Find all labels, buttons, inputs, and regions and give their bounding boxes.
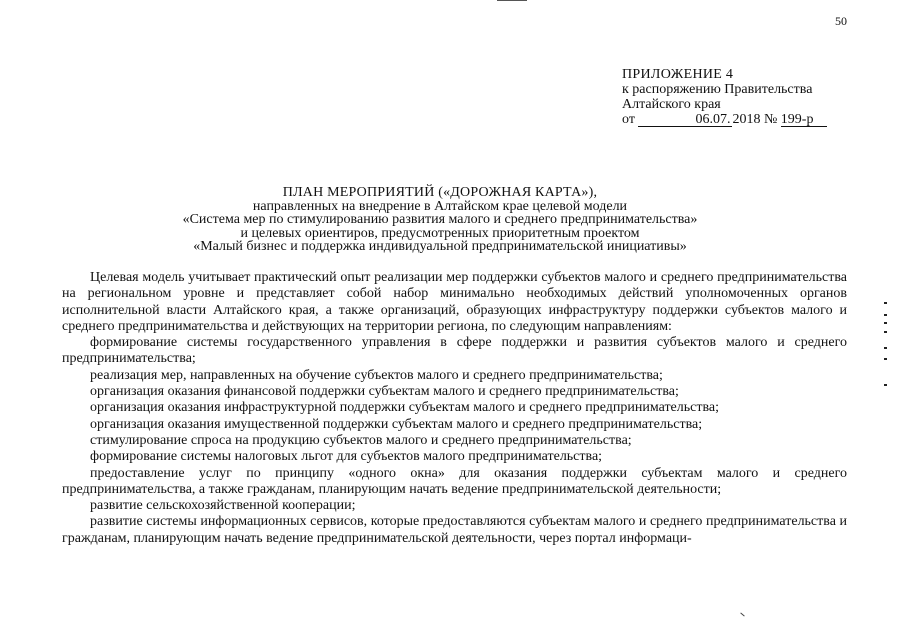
scan-mark <box>740 613 744 617</box>
heading-line-4: и целевых ориентиров, предусмотренных приоритетным проектом <box>240 225 640 241</box>
top-rule <box>497 0 527 1</box>
direction-item: формирование системы государственного управления в сфере поддержки и развития субъектов малого и среднего предпринимательства; <box>62 335 847 367</box>
document-heading <box>120 186 760 254</box>
appendix-date-row <box>622 112 827 127</box>
heading-line-3: «Система мер по стимулированию развития малого и среднего предпринимательства» <box>182 212 698 227</box>
direction-item: развитие сельскохозяйственной кооперации; <box>90 498 356 514</box>
direction-item: стимулирование спроса на продукцию субъектов малого и среднего предпринимательства; <box>90 432 632 448</box>
margin-marks <box>884 300 890 390</box>
appendix-line-2: Алтайского края <box>622 97 721 112</box>
direction-item: организация оказания финансовой поддержки субъектам малого и среднего предпринимательства; <box>90 384 679 400</box>
heading-line-5: «Малый бизнес и поддержка индивидуальной предпринимательской инициативы» <box>193 239 687 254</box>
appendix-date: 06.07. <box>638 113 732 127</box>
direction-item: предоставление услуг по принципу «одного окна» для оказания поддержки субъектам малого и среднего предпринимательства, а также гражданам, планирующим начать ведение предпринимательской деятельности; <box>62 465 847 497</box>
heading-title: ПЛАН МЕРОПРИЯТИЙ («ДОРОЖНАЯ КАРТА»), <box>282 185 598 200</box>
appendix-line-1: к распоряжению Правительства <box>622 82 813 97</box>
direction-item: организация оказания имущественной поддержки субъектам малого и среднего предпринимательства; <box>90 416 703 432</box>
appendix-block <box>622 67 827 127</box>
appendix-title: ПРИЛОЖЕНИЕ 4 <box>622 67 734 82</box>
document-body <box>62 270 847 547</box>
page-number: 50 <box>835 14 847 28</box>
appendix-number: 199-р <box>781 113 827 127</box>
direction-item: формирование системы налоговых льгот для субъектов малого предпринимательства; <box>90 449 603 465</box>
direction-item: реализация мер, направленных на обучение субъектов малого и среднего предпринимательства; <box>90 367 663 383</box>
date-prefix: от <box>622 112 635 127</box>
heading-line-2: направленных на внедрение в Алтайском крае целевой модели <box>252 198 628 214</box>
number-sign: № <box>763 112 778 127</box>
direction-item: организация оказания инфраструктурной поддержки субъектам малого и среднего предпринимательства; <box>90 400 720 416</box>
appendix-year: 2018 <box>732 112 761 127</box>
direction-item: развитие системы информационных сервисов, которые предоставляются субъектам малого и среднего предпринимательства и гражданам, планирующим начать ведение предпринимательской деятельности, через портал информаци- <box>62 514 847 546</box>
intro-paragraph: Целевая модель учитывает практический опыт реализации мер поддержки субъектов малого и среднего предпринимательства на региональном уровне и представляет собой набор минимально необходимых действий уполномоченных органов исполнительной власти Алтайского края, а также организаций, образующих инфраструктуру поддержки субъектов малого и среднего предпринимательства и действующих на территории региона, по следующим направлениям: <box>62 270 847 334</box>
